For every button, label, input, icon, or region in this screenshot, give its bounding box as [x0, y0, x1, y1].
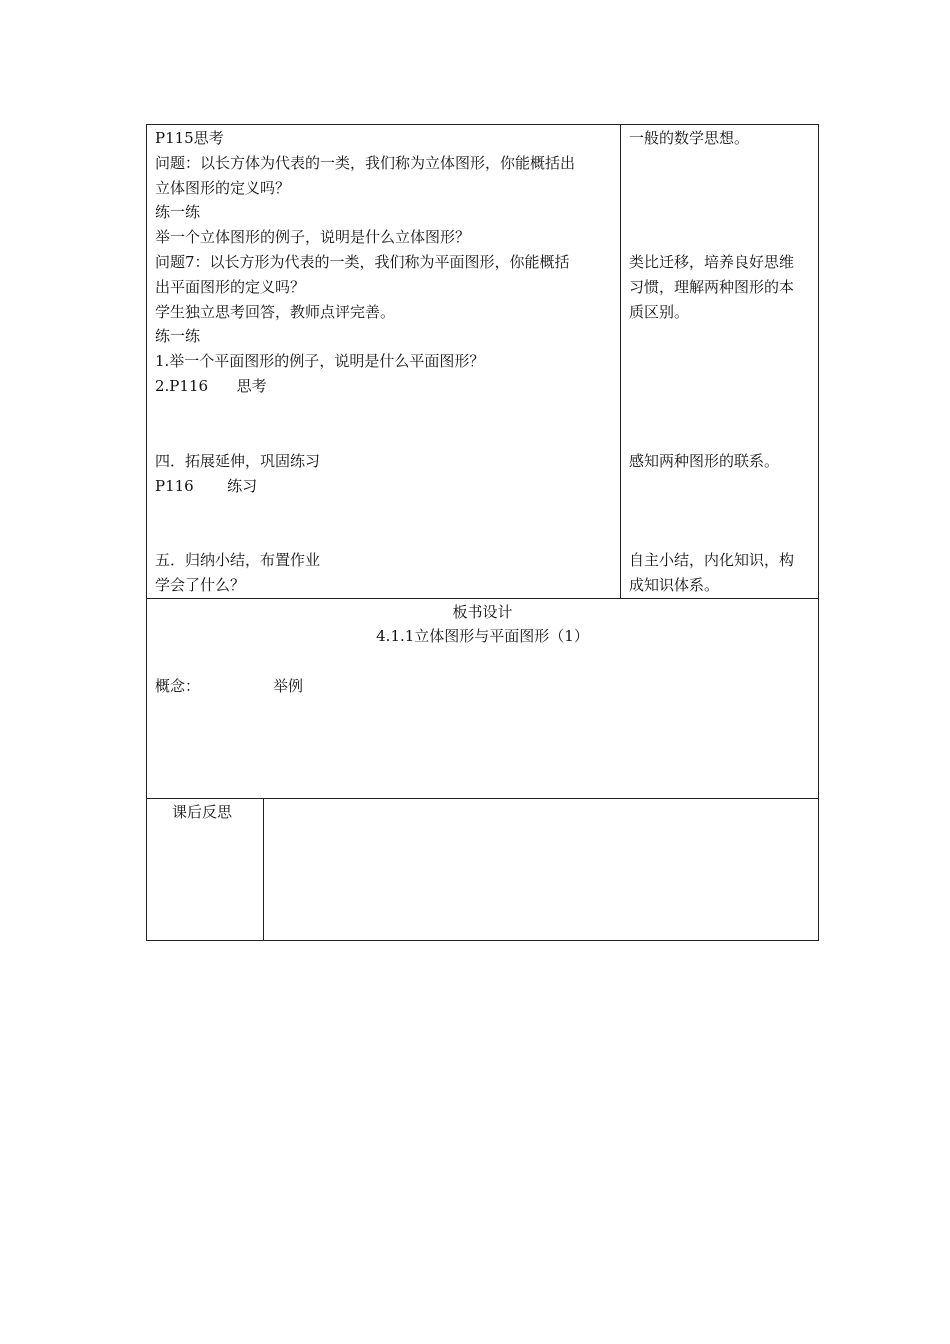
reflection-column-divider: [263, 798, 264, 941]
reflection-label: 课后反思: [172, 803, 233, 821]
table-border-right: [818, 124, 819, 941]
note-analogy: 类比迁移，培养良好思维: [629, 253, 795, 271]
section-four-exercise: P116 练习: [155, 477, 258, 495]
example-label: 举例: [273, 677, 304, 695]
table-border-bottom: [146, 940, 819, 941]
table-border-top: [146, 124, 819, 125]
content-line: 学生独立思考回答，教师点评完善。: [155, 303, 396, 321]
content-line: 出平面图形的定义吗？: [155, 278, 306, 296]
board-heading: 板书设计: [452, 603, 513, 621]
reflection-divider-top: [146, 798, 819, 799]
board-title: 4.1.1立体图形与平面图形（1）: [376, 627, 589, 645]
note-connection: 感知两种图形的联系。: [629, 452, 780, 470]
content-line: 举一个立体图形的例子，说明是什么立体图形？: [155, 228, 471, 246]
column-divider: [620, 124, 621, 598]
section-four-heading: 四．拓展延伸，巩固练习: [155, 452, 321, 470]
content-line: 问题7：以长方形为代表的一类，我们称为平面图形，你能概括: [155, 253, 570, 271]
note-summary: 自主小结，内化知识，构: [629, 551, 795, 569]
content-line: 问题：以长方体为代表的一类，我们称为立体图形，你能概括出: [155, 154, 576, 172]
note-math-thinking: 一般的数学思想。: [629, 129, 750, 147]
content-line: 练一练: [155, 327, 201, 345]
content-line: 2.P116 思考: [155, 377, 267, 395]
content-line: P115思考: [155, 129, 224, 147]
concept-label: 概念：: [155, 677, 201, 695]
section-five-question: 学会了什么？: [155, 576, 246, 594]
table-border-left: [146, 124, 147, 941]
note-analogy: 习惯，理解两种图形的本: [629, 278, 795, 296]
content-line: 练一练: [155, 203, 201, 221]
section-five-heading: 五．归纳小结，布置作业: [155, 551, 321, 569]
board-divider-top: [146, 598, 819, 599]
content-line: 1.举一个平面图形的例子，说明是什么平面图形？: [155, 352, 485, 370]
note-analogy: 质区别。: [629, 303, 690, 321]
content-line: 立体图形的定义吗？: [155, 179, 291, 197]
note-summary: 成知识体系。: [629, 576, 720, 594]
